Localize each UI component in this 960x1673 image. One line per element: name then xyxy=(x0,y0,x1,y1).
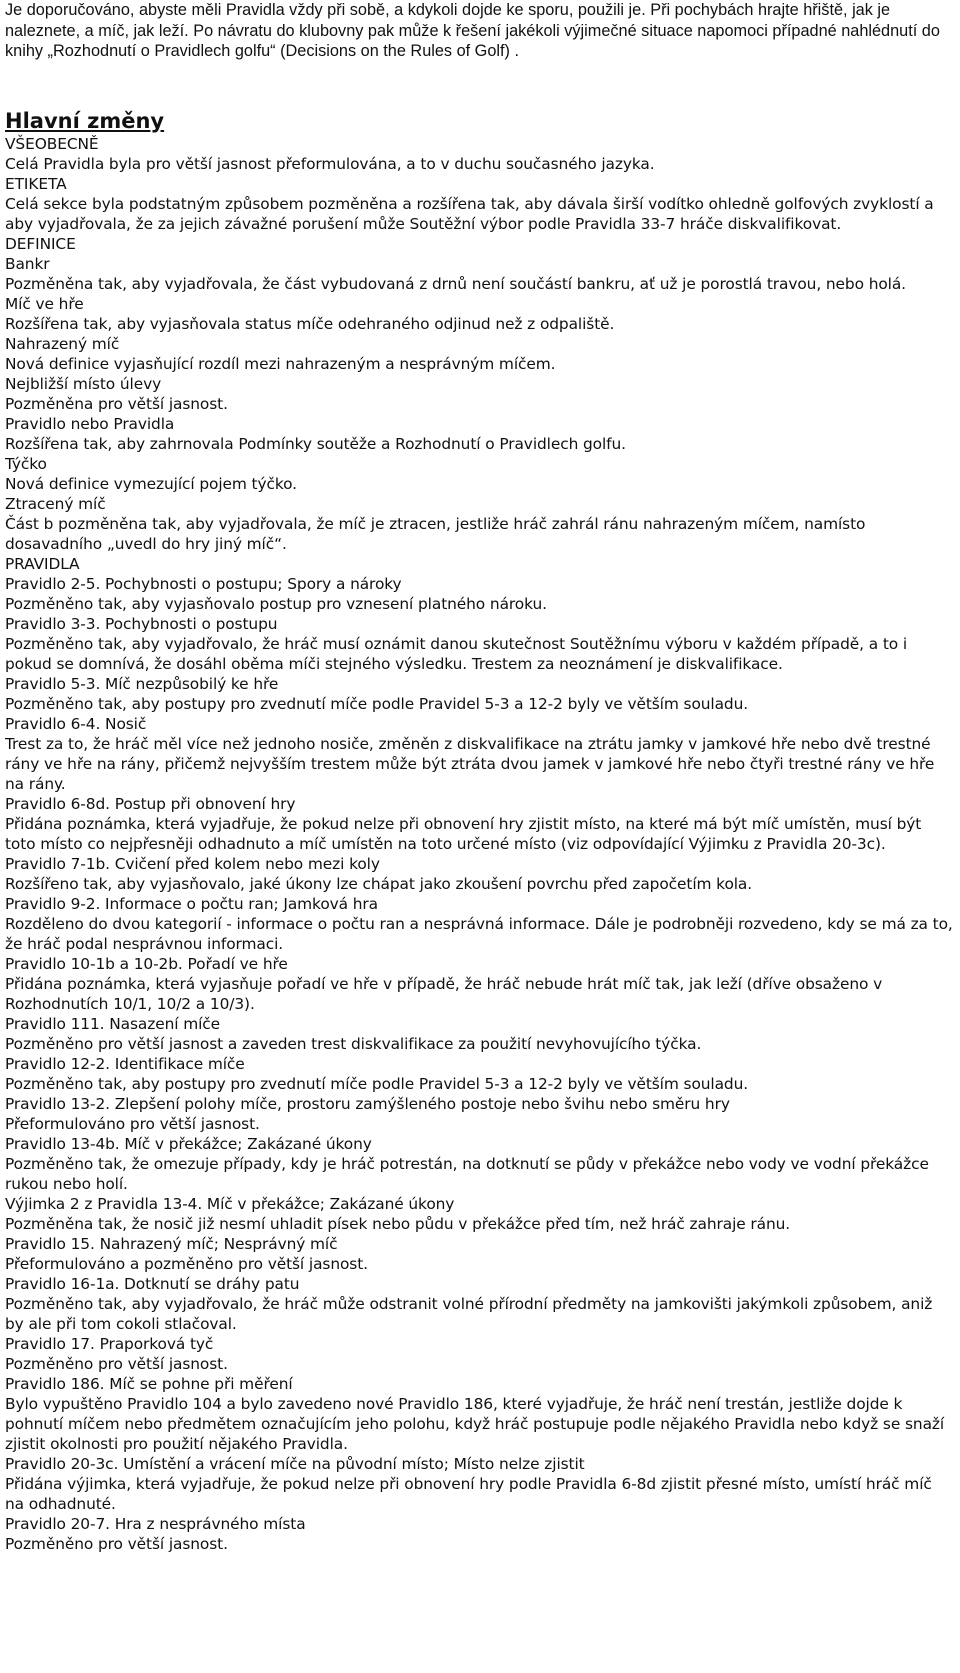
document-line: Pozměněno pro větší jasnost. xyxy=(5,1355,228,1373)
document-page xyxy=(5,0,955,1553)
document-line: Bylo vypuštěno Pravidlo 104 a bylo zavedeno nové Pravidlo 186, které vyjadřuje, že hráč není trestán, jestliže dojde k pohnutí míčem nebo předmětem označujícím jeho polohu, když hráč postupuje podle nějakého Pravidla nebo když se snaží zjistit okolnosti pro použití nějakého Pravidla. xyxy=(5,1395,945,1453)
document-line: Celá sekce byla podstatným způsobem pozměněna a rozšířena tak, aby dávala širší vodítko ohledně golfových zvyklostí a aby vyjadřovala, že za jejich závažné porušení může Soutěžní výbor podle Pravidla 33-7 hráče diskvalifikovat. xyxy=(5,195,934,233)
document-line: Nejbližší místo úlevy xyxy=(5,375,162,393)
document-line: Bankr xyxy=(5,255,50,273)
document-line: Pozměněno tak, že omezuje případy, kdy je hráč potrestán, na dotknutí se půdy v překážce nebo vody ve vodní překážce rukou nebo holí. xyxy=(5,1155,929,1193)
document-line: Ztracený míč xyxy=(5,495,106,513)
document-line: Pozměněno tak, aby vyjadřovalo, že hráč musí oznámit danou skutečnost Soutěžnímu výboru v každém případě, a to i pokud se domnívá, že dosáhl oběma míči stejného výsledku. Trestem za neoznámení je diskvalifikace. xyxy=(5,635,908,673)
document-line: Pozměněna pro větší jasnost. xyxy=(5,395,228,413)
document-line: Přidána poznámka, která vyjasňuje pořadí ve hře v případě, že hráč nebude hrát míč tak, jak leží (dříve obsaženo v Rozhodnutích 10/1, 10/2 a 10/3). xyxy=(5,975,883,1013)
document-line: Pravidlo 16-1a. Dotknutí se dráhy patu xyxy=(5,1275,300,1293)
document-line: Přeformulováno pro větší jasnost. xyxy=(5,1115,260,1133)
document-line: DEFINICE xyxy=(5,235,76,253)
document-line: Trest za to, že hráč měl více než jednoho nosiče, změněn z diskvalifikace na ztrátu jamky v jamkové hře nebo dvě trestné rány ve hře na rány, přičemž nejvyšším trestem může být ztráta dvou jamek v jamkové hře nebo čtyři trestné rány ve hře na rány. xyxy=(5,735,935,793)
document-line: Pravidlo 111. Nasazení míče xyxy=(5,1015,221,1033)
document-line: Pravidlo 2-5. Pochybnosti o postupu; Spory a nároky xyxy=(5,575,402,593)
document-line: Pozměněno pro větší jasnost. xyxy=(5,1535,228,1553)
document-line: Pozměněno tak, aby postupy pro zvednutí míče podle Pravidel 5-3 a 12-2 byly ve větším souladu. xyxy=(5,1075,749,1093)
document-line: Přidána poznámka, která vyjadřuje, že pokud nelze při obnovení hry zjistit místo, na které má být míč umístěn, musí být toto místo co nejpřesněji odhadnuto a míč umístěn na toto určené místo (viz odpovídající Výjimku z Pravidla 20-3c). xyxy=(5,815,922,853)
document-line: Pravidlo 20-3c. Umístění a vrácení míče na původní místo; Místo nelze zjistit xyxy=(5,1455,585,1473)
document-line: Týčko xyxy=(5,455,47,473)
document-line: Pravidlo 13-4b. Míč v překážce; Zakázané úkony xyxy=(5,1135,372,1153)
document-line: Nahrazený míč xyxy=(5,335,120,353)
document-line: Rozšířena tak, aby vyjasňovala status míče odehraného odjinud než z odpaliště. xyxy=(5,315,615,333)
document-line: Pravidlo 7-1b. Cvičení před kolem nebo mezi koly xyxy=(5,855,380,873)
document-line: Pravidlo 10-1b a 10-2b. Pořadí ve hře xyxy=(5,955,288,973)
document-line: Pozměněna tak, že nosič již nesmí uhladit písek nebo půdu v překážce před tím, než hráč zahraje ránu. xyxy=(5,1215,791,1233)
document-line: Pravidlo 17. Praporková tyč xyxy=(5,1335,214,1353)
document-line: Výjimka 2 z Pravidla 13-4. Míč v překážce; Zakázané úkony xyxy=(5,1195,455,1213)
document-line: Pozměněno pro větší jasnost a zaveden trest diskvalifikace za použití nevyhovujícího týčka. xyxy=(5,1035,702,1053)
document-line: ETIKETA xyxy=(5,175,67,193)
intro-text: Je doporučováno, abyste měli Pravidla vždy při sobě, a kdykoli dojde ke sporu, použili je. Při pochybách hrajte hřiště, jak je naleznete, a míč, jak leží. Po návratu do klubovny pak může k řešení jakékoli výjimečné situace napomoci případné nahlédnutí do knihy „Rozhodnutí o Pravidlech golfu“ (Decisions on the Rules of Golf) . xyxy=(5,1,940,61)
document-line: Míč ve hře xyxy=(5,295,84,313)
intro-paragraph xyxy=(5,0,955,62)
document-line: Část b pozměněna tak, aby vyjadřovala, že míč je ztracen, jestliže hráč zahrál ránu nahrazeným míčem, namísto dosavadního „uvedl do hry jiný míč“. xyxy=(5,515,866,553)
document-line: Pozměněna tak, aby vyjadřovala, že část vybudovaná z drnů není součástí bankru, ať už je porostlá travou, nebo holá. xyxy=(5,275,906,293)
document-line: Pravidlo 6-8d. Postup při obnovení hry xyxy=(5,795,296,813)
document-line: Pravidlo 5-3. Míč nezpůsobilý ke hře xyxy=(5,675,279,693)
document-line: Celá Pravidla byla pro větší jasnost přeformulována, a to v duchu současného jazyka. xyxy=(5,155,655,173)
document-line: Pravidlo 6-4. Nosič xyxy=(5,715,147,733)
document-line: Rozděleno do dvou kategorií - informace o počtu ran a nesprávná informace. Dále je podrobněji rozvedeno, kdy se má za to, že hráč podal nesprávnou informaci. xyxy=(5,915,953,953)
document-line: Nová definice vymezující pojem týčko. xyxy=(5,475,297,493)
document-line: Pravidlo 13-2. Zlepšení polohy míče, prostoru zamýšleného postoje nebo švihu nebo směru hry xyxy=(5,1095,730,1113)
document-line: Pravidlo nebo Pravidla xyxy=(5,415,175,433)
document-line: Přeformulováno a pozměněno pro větší jasnost. xyxy=(5,1255,368,1273)
document-line: Nová definice vyjasňující rozdíl mezi nahrazeným a nesprávným míčem. xyxy=(5,355,556,373)
document-line: Pravidlo 20-7. Hra z nesprávného místa xyxy=(5,1515,306,1533)
document-line: Pravidlo 9-2. Informace o počtu ran; Jamková hra xyxy=(5,895,378,913)
document-line: Rozšířena tak, aby zahrnovala Podmínky soutěže a Rozhodnutí o Pravidlech golfu. xyxy=(5,435,626,453)
document-line: Rozšířeno tak, aby vyjasňovalo, jaké úkony lze chápat jako zkoušení povrchu před započetím kola. xyxy=(5,875,753,893)
document-line: Pravidlo 12-2. Identifikace míče xyxy=(5,1055,245,1073)
document-line: Pravidlo 3-3. Pochybnosti o postupu xyxy=(5,615,278,633)
document-line: Přidána výjimka, která vyjadřuje, že pokud nelze při obnovení hry podle Pravidla 6-8d zjistit přesné místo, umístí hráč míč na odhadnuté. xyxy=(5,1475,932,1513)
document-line: Pozměněno tak, aby postupy pro zvednutí míče podle Pravidel 5-3 a 12-2 byly ve větším souladu. xyxy=(5,695,749,713)
document-line: PRAVIDLA xyxy=(5,555,80,573)
changes-list xyxy=(5,134,953,1554)
document-line: VŠEOBECNĚ xyxy=(5,135,99,153)
document-line: Pravidlo 15. Nahrazený míč; Nesprávný míč xyxy=(5,1235,338,1253)
document-line: Pravidlo 186. Míč se pohne při měření xyxy=(5,1375,293,1393)
section-heading: Hlavní změny xyxy=(5,109,165,133)
document-line: Pozměněno tak, aby vyjadřovalo, že hráč může odstranit volné přírodní předměty na jamkovišti jakýmkoli způsobem, aniž by ale při tom cokoli stlačoval. xyxy=(5,1295,933,1333)
document-line: Pozměněno tak, aby vyjasňovalo postup pro vznesení platného nároku. xyxy=(5,595,547,613)
